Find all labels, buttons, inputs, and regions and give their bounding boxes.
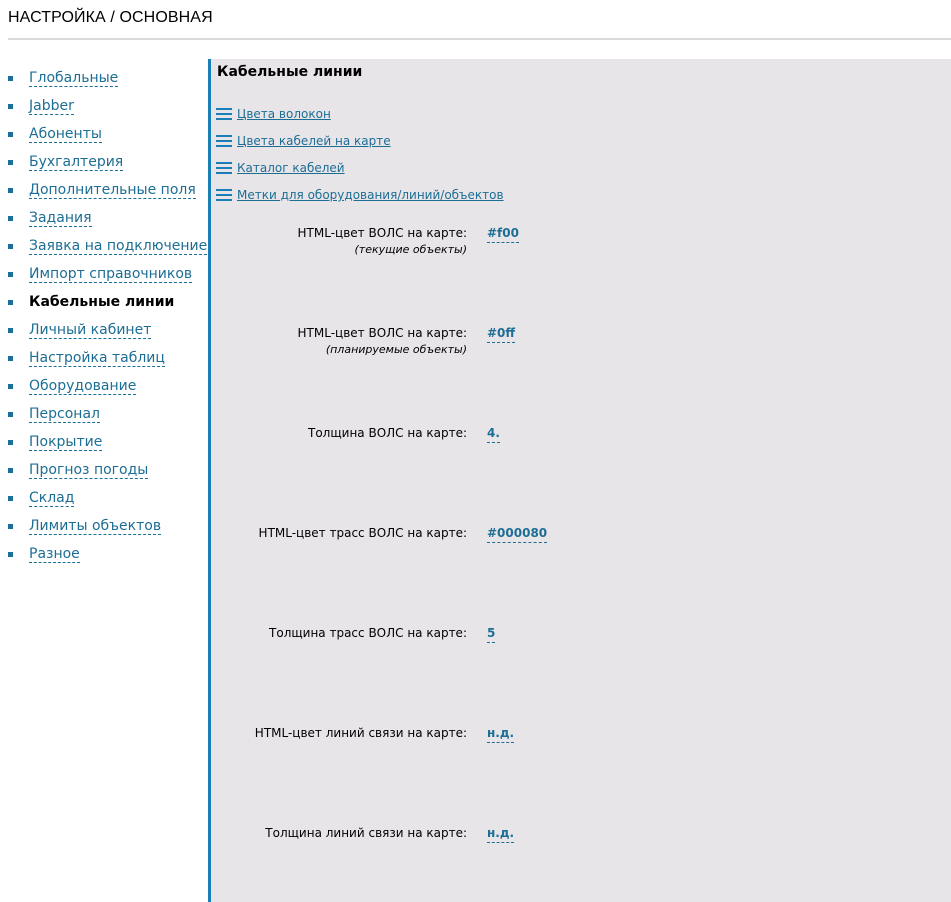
setting-value-editable[interactable]: 5 <box>487 625 495 643</box>
setting-label-text: Толщина линий связи на карте: <box>265 826 467 840</box>
section-link-label[interactable]: Цвета волокон <box>237 107 331 121</box>
setting-label <box>298 325 467 358</box>
section-link[interactable] <box>216 186 504 213</box>
section-link[interactable] <box>216 105 504 132</box>
sidebar-item-label[interactable]: Jabber <box>29 98 74 114</box>
setting-value-editable[interactable]: н.д. <box>487 825 514 843</box>
setting-value-editable[interactable]: 4. <box>487 425 500 443</box>
sidebar-item[interactable] <box>0 486 205 514</box>
sidebar-item-label[interactable]: Личный кабинет <box>29 322 152 338</box>
sidebar-item-label[interactable]: Глобальные <box>29 70 119 86</box>
menu-icon <box>216 162 232 174</box>
sidebar-item[interactable] <box>0 150 205 178</box>
setting-label-text: HTML-цвет ВОЛС на карте: <box>297 326 467 340</box>
sidebar-item-label[interactable]: Задания <box>29 210 92 226</box>
section-title: Кабельные линии <box>217 64 363 80</box>
bullet-icon <box>8 188 13 193</box>
settings-sidebar <box>0 66 208 570</box>
sidebar-item-label[interactable]: Персонал <box>29 406 100 422</box>
sidebar-item[interactable] <box>0 346 205 374</box>
sidebar-item[interactable] <box>0 206 205 234</box>
sidebar-item[interactable] <box>0 374 205 402</box>
setting-value-editable[interactable]: #0ff <box>487 325 515 343</box>
sidebar-item-label[interactable]: Лимиты объектов <box>29 518 162 534</box>
page-header <box>8 8 951 40</box>
sidebar-list <box>0 66 208 570</box>
setting-row <box>211 425 951 465</box>
section-link-label[interactable]: Цвета кабелей на карте <box>237 134 391 148</box>
sidebar-item[interactable] <box>0 514 205 542</box>
bullet-icon <box>8 384 13 389</box>
sidebar-item-label[interactable]: Покрытие <box>29 434 103 450</box>
sidebar-item[interactable] <box>0 94 205 122</box>
sidebar-item-label[interactable]: Импорт справочников <box>29 266 193 282</box>
bullet-icon <box>8 300 13 305</box>
setting-row <box>211 625 951 665</box>
menu-icon <box>216 189 232 201</box>
sidebar-item[interactable] <box>0 234 208 262</box>
bullet-icon <box>8 468 13 473</box>
bullet-icon <box>8 244 13 249</box>
sidebar-item[interactable] <box>0 318 205 346</box>
bullet-icon <box>8 440 13 445</box>
bullet-icon <box>8 524 13 529</box>
bullet-icon <box>8 104 13 109</box>
setting-value-editable[interactable]: н.д. <box>487 725 514 743</box>
menu-icon <box>216 135 232 147</box>
setting-value-editable[interactable]: #000080 <box>487 525 547 543</box>
bullet-icon <box>8 412 13 417</box>
sidebar-item-label[interactable]: Оборудование <box>29 378 137 394</box>
bullet-icon <box>8 496 13 501</box>
section-link-label[interactable]: Метки для оборудования/линий/объектов <box>237 188 504 202</box>
bullet-icon <box>8 160 13 165</box>
bullet-icon <box>8 132 13 137</box>
setting-label <box>265 825 467 842</box>
page-title: НАСТРОЙКА / ОСНОВНАЯ <box>8 9 213 26</box>
settings-content <box>208 59 951 902</box>
setting-label <box>269 625 467 642</box>
sidebar-item-label: Кабельные линии <box>29 294 175 310</box>
setting-label-text: HTML-цвет ВОЛС на карте: <box>297 226 467 240</box>
sidebar-item[interactable] <box>0 122 205 150</box>
bullet-icon <box>8 76 13 81</box>
setting-row <box>211 825 951 865</box>
setting-label-text: HTML-цвет трасс ВОЛС на карте: <box>258 526 467 540</box>
setting-row <box>211 225 951 265</box>
sidebar-item[interactable] <box>0 66 205 94</box>
setting-label <box>298 225 467 258</box>
setting-note: (текущие объекты) <box>354 243 467 256</box>
sidebar-item[interactable] <box>0 402 205 430</box>
sidebar-item-label[interactable]: Дополнительные поля <box>29 182 196 198</box>
sidebar-item-label[interactable]: Прогноз погоды <box>29 462 149 478</box>
setting-label-text: Толщина ВОЛС на карте: <box>308 426 467 440</box>
section-link[interactable] <box>216 132 504 159</box>
bullet-icon <box>8 216 13 221</box>
sidebar-item[interactable] <box>0 430 205 458</box>
menu-icon <box>216 108 232 120</box>
sidebar-item-label[interactable]: Настройка таблиц <box>29 350 165 366</box>
section-links <box>216 105 504 213</box>
sidebar-item <box>0 290 205 318</box>
sidebar-item-label[interactable]: Абоненты <box>29 126 102 142</box>
sidebar-item-label[interactable]: Бухгалтерия <box>29 154 124 170</box>
sidebar-item-label[interactable]: Заявка на подключение <box>29 238 208 254</box>
bullet-icon <box>8 272 13 277</box>
bullet-icon <box>8 552 13 557</box>
setting-value-editable[interactable]: #f00 <box>487 225 519 243</box>
sidebar-item[interactable] <box>0 458 205 486</box>
sidebar-item-label[interactable]: Разное <box>29 546 80 562</box>
setting-label <box>259 525 467 542</box>
sidebar-item[interactable] <box>0 178 205 206</box>
setting-label <box>308 425 467 442</box>
sidebar-item[interactable] <box>0 542 205 570</box>
setting-note: (планируемые объекты) <box>325 343 467 356</box>
sidebar-item-label[interactable]: Склад <box>29 490 75 506</box>
setting-label-text: Толщина трасс ВОЛС на карте: <box>269 626 467 640</box>
setting-label <box>255 725 467 742</box>
bullet-icon <box>8 328 13 333</box>
sidebar-item[interactable] <box>0 262 205 290</box>
bullet-icon <box>8 356 13 361</box>
setting-row <box>211 325 951 365</box>
section-link[interactable] <box>216 159 504 186</box>
setting-label-text: HTML-цвет линий связи на карте: <box>254 726 467 740</box>
setting-row <box>211 725 951 765</box>
setting-row <box>211 525 951 565</box>
section-link-label[interactable]: Каталог кабелей <box>237 161 345 175</box>
